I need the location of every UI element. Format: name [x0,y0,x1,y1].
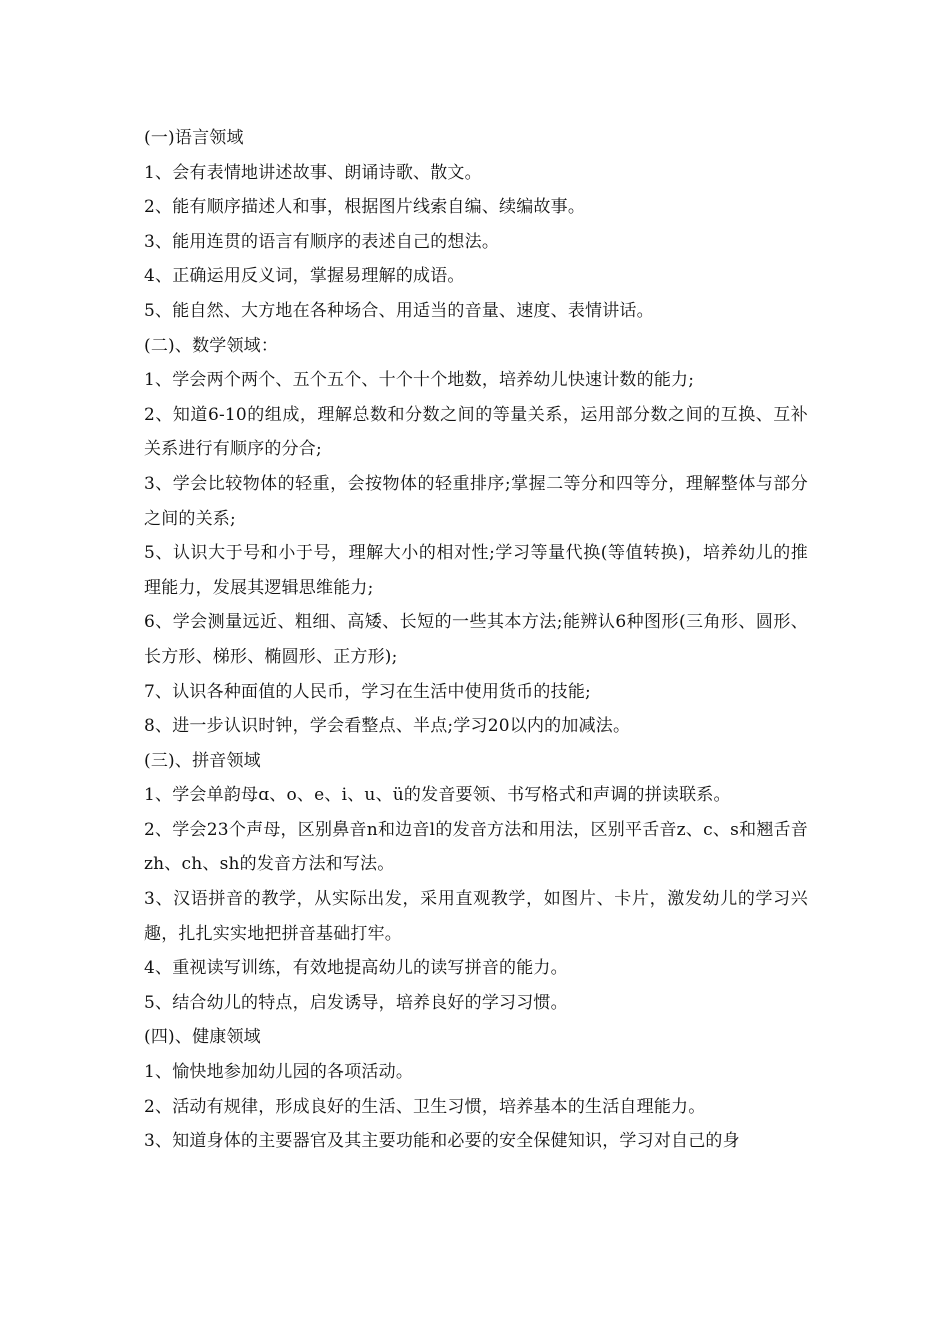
list-item: 1、会有表情地讲述故事、朗诵诗歌、散文。 [144,162,482,183]
list-item: 3、能用连贯的语言有顺序的表述自己的想法。 [144,231,500,252]
section-heading-math: (二)、数学领域： [144,335,279,356]
section-heading-pinyin: (三)、拼音领域 [144,750,261,771]
list-item: 2、学会23个声母，区别鼻音n和边音l的发音方法和用法，区别平舌音z、c、s和翘舌音zh、ch、sh的发音方法和写法。 [144,819,808,875]
list-item: 2、知道6-10的组成，理解总数和分数之间的等量关系，运用部分数之间的互换、互补关系进行有顺序的分合; [144,404,808,460]
section-heading-language: (一)语言领域 [144,128,244,148]
list-item: 3、学会比较物体的轻重，会按物体的轻重排序;掌握二等分和四等分，理解整体与部分之间的关系; [144,473,808,529]
list-item: 5、能自然、大方地在各种场合、用适当的音量、速度、表情讲话。 [144,300,654,321]
list-item: 7、认识各种面值的人民币，学习在生活中使用货币的技能; [144,681,591,702]
list-item: 5、结合幼儿的特点，启发诱导，培养良好的学习习惯。 [144,992,568,1013]
list-item: 6、学会测量远近、粗细、高矮、长短的一些其本方法;能辨认6种图形(三角形、圆形、长方形、梯形、椭圆形、正方形); [144,612,808,667]
list-item: 3、知道身体的主要器官及其主要功能和必要的安全保健知识，学习对自己的身 [144,1131,740,1152]
section-heading-health: (四)、健康领域 [144,1027,261,1048]
list-item: 8、进一步认识时钟，学会看整点、半点;学习20以内的加减法。 [144,716,631,737]
list-item: 1、愉快地参加幼儿园的各项活动。 [144,1062,414,1083]
list-item: 1、学会两个两个、五个五个、十个十个地数，培养幼儿快速计数的能力; [144,370,695,391]
list-item: 5、认识大于号和小于号，理解大小的相对性;学习等量代换(等值转换)，培养幼儿的推理能力，发展其逻辑思维能力; [144,543,808,598]
list-item: 3、汉语拼音的教学，从实际出发，采用直观教学，如图片、卡片，激发幼儿的学习兴趣，扎扎实实地把拼音基础打牢。 [144,889,808,944]
list-item: 1、学会单韵母ɑ、o、e、i、u、ü的发音要领、书写格式和声调的拼读联系。 [144,785,731,806]
list-item: 4、正确运用反义词，掌握易理解的成语。 [144,266,465,287]
document-body [144,121,808,1159]
list-item: 2、能有顺序描述人和事，根据图片线索自编、续编故事。 [144,197,586,218]
list-item: 4、重视读写训练，有效地提高幼儿的读写拼音的能力。 [144,958,568,979]
list-item: 2、活动有规律，形成良好的生活、卫生习惯，培养基本的生活自理能力。 [144,1096,706,1117]
